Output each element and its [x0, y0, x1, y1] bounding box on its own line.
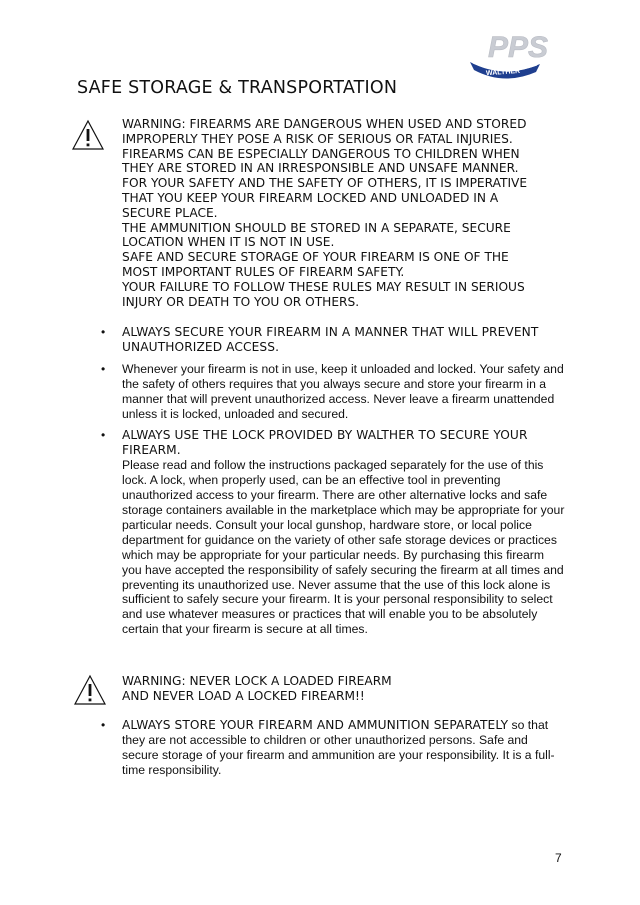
- warning-line: FOR YOUR SAFETY AND THE SAFETY OF OTHERS, IT IS IMPERATIVE: [122, 176, 528, 191]
- walther-pps-logo: [464, 30, 570, 82]
- list-item: [97, 718, 567, 778]
- page-title: SAFE STORAGE & TRANSPORTATION: [77, 78, 398, 98]
- warning-line: WARNING: NEVER LOCK A LOADED FIREARM: [122, 674, 392, 688]
- svg-text:WALTHER: WALTHER: [485, 67, 521, 78]
- list-item: [97, 428, 567, 637]
- rule-heading: ALWAYS STORE YOUR FIREARM AND AMMUNITION SEPARATELY: [122, 718, 509, 732]
- warning-line: THE AMMUNITION SHOULD BE STORED IN A SEPARATE, SECURE: [122, 220, 511, 235]
- warning-line: INJURY OR DEATH TO YOU OR OTHERS.: [122, 294, 360, 309]
- warning-line: WARNING: FIREARMS ARE DANGEROUS WHEN USED AND STORED: [122, 117, 527, 131]
- warning-line: MOST IMPORTANT RULES OF FIREARM SAFETY.: [122, 264, 405, 279]
- bullet-dot-icon: •: [101, 325, 106, 339]
- bullet-dot-icon: •: [101, 361, 106, 376]
- warning-line: IMPROPERLY THEY POSE A RISK OF SERIOUS OR FATAL INJURIES.: [122, 131, 513, 146]
- warning-triangle-icon: [71, 119, 105, 151]
- ammunition-rules-list: [97, 718, 567, 778]
- bullet-dot-icon: •: [101, 428, 106, 443]
- warning-block-loading: [122, 674, 392, 704]
- rule-heading: ALWAYS SECURE YOUR FIREARM IN A MANNER THAT WILL PREVENT UNAUTHORIZED ACCESS.: [122, 325, 539, 354]
- warning-line: THAT YOU KEEP YOUR FIREARM LOCKED AND UNLOADED IN A: [122, 190, 499, 205]
- warning-line: AND NEVER LOAD A LOCKED FIREARM!!: [122, 688, 365, 703]
- rule-text: so that they are not accessible to children or other unauthorized persons. Safe and secure storage of your firearm and ammunition are your responsibility. It is a full-time responsibility.: [122, 718, 555, 777]
- storage-rules-list: [97, 325, 567, 637]
- rule-text: Please read and follow the instructions packaged separately for the use of this lock. A lock, when properly used, can be an effective tool in preventing unauthorized access to your firearm. There are other alternative locks and safe storage containers available in the marketplace which may be appropriate for your particular needs. Consult your local gunshop, hardware store, or local police department for guidance on the variety of other safe storage devices or practices which may be appropriate for your particular needs. By purchasing this firearm you have accepted the responsibility of safely securing the firearm at all times and preventing its unauthorized use. Never assume that the use of this lock alone is sufficient to safely secure your firearm. It is your personal responsibility to select and use whatever measures or practices that will enable you to be absolutely certain that your firearm is secure at all times.: [122, 458, 565, 637]
- warning-line: YOUR FAILURE TO FOLLOW THESE RULES MAY RESULT IN SERIOUS: [122, 279, 525, 294]
- bullet-dot-icon: •: [101, 718, 106, 732]
- list-item: [97, 325, 567, 355]
- warning-line: LOCATION WHEN IT IS NOT IN USE.: [122, 235, 335, 250]
- rule-text: Whenever your firearm is not in use, keep it unloaded and locked. Your safety and the safety of others requires that you always secure and store your firearm in a manner that will prevent unauthorized access. Never leave a firearm unattended unless it is locked, unloaded and secured.: [122, 361, 564, 421]
- warning-triangle-icon: [73, 674, 107, 706]
- warning-block-storage: [122, 117, 527, 309]
- warning-line: SAFE AND SECURE STORAGE OF YOUR FIREARM IS ONE OF THE: [122, 250, 509, 265]
- page-number: 7: [555, 851, 562, 865]
- warning-line: THEY ARE STORED IN AN IRRESPONSIBLE AND UNSAFE MANNER.: [122, 161, 519, 176]
- warning-line: FIREARMS CAN BE ESPECIALLY DANGEROUS TO CHILDREN WHEN: [122, 146, 520, 161]
- svg-text:PPS: PPS: [488, 31, 549, 64]
- list-item: [97, 362, 567, 422]
- warning-line: SECURE PLACE.: [122, 205, 218, 220]
- rule-heading: ALWAYS USE THE LOCK PROVIDED BY WALTHER TO SECURE YOUR FIREARM.: [122, 428, 528, 458]
